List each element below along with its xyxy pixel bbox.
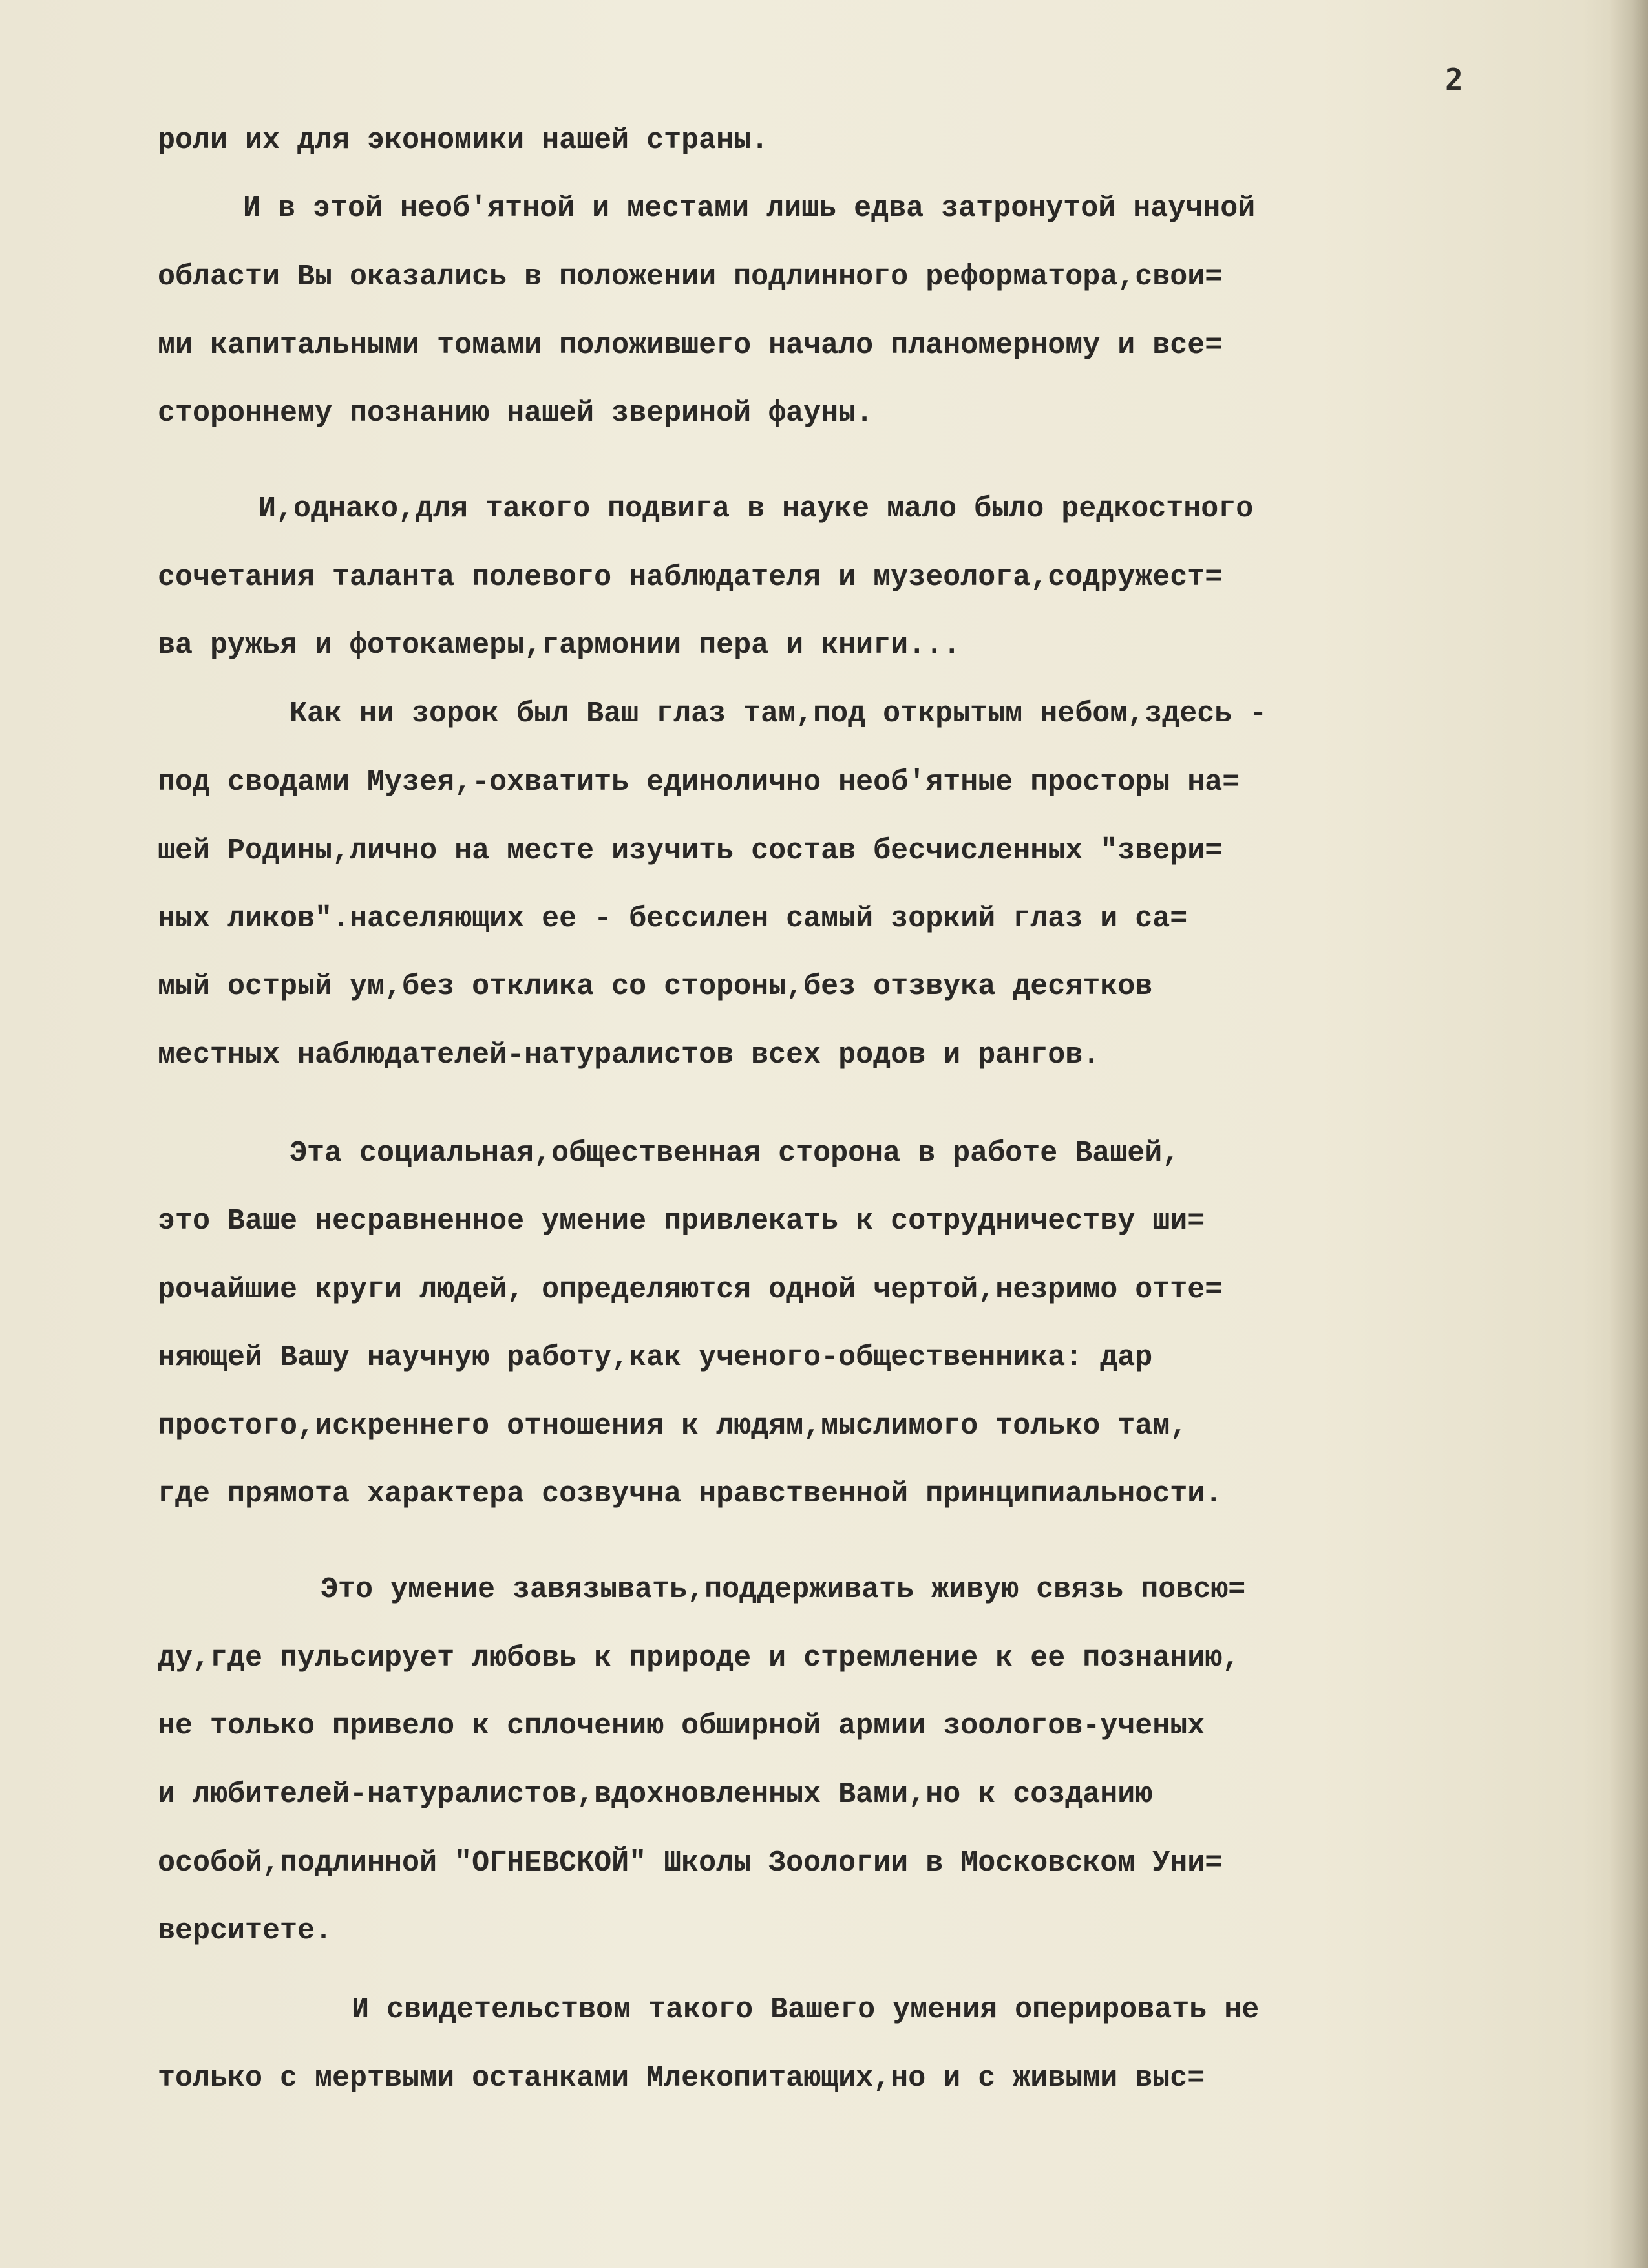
- text-line: сочетания таланта полевого наблюдателя и музеолога,содружест=: [158, 561, 1223, 594]
- text-line: ва ружья и фотокамеры,гармонии пера и книги...: [158, 629, 961, 662]
- text-line: ду,где пульсирует любовь к природе и стремление к ее познанию,: [158, 1642, 1240, 1675]
- text-line: области Вы оказались в положении подлинного реформатора,свои=: [158, 260, 1223, 293]
- text-line: ных ликов".населяющих ее - бессилен самый зоркий глаз и са=: [158, 902, 1188, 935]
- text-line: шей Родины,лично на месте изучить состав бесчисленных "звери=: [158, 834, 1223, 867]
- page-number: 2: [1445, 62, 1463, 97]
- text-line: местных наблюдателей-натуралистов всех родов и рангов.: [158, 1039, 1101, 1072]
- page-edge-shadow: [1609, 0, 1648, 2268]
- text-line: простого,искреннего отношения к людям,мыслимого только там,: [158, 1410, 1188, 1443]
- text-line: особой,подлинной "ОГНЕВСКОЙ" Школы Зоологии в Московском Уни=: [158, 1847, 1223, 1880]
- text-line: под сводами Музея,-охватить единолично необ'ятные просторы на=: [158, 766, 1240, 799]
- text-line: мый острый ум,без отклика со стороны,без отзвука десятков: [158, 970, 1153, 1003]
- text-line: И свидетельством такого Вашего умения оперировать не: [352, 1993, 1260, 2026]
- text-line: верситете.: [158, 1914, 333, 1947]
- text-line: Эта социальная,общественная сторона в работе Вашей,: [290, 1137, 1180, 1170]
- text-line: Как ни зорок был Ваш глаз там,под открытым небом,здесь -: [290, 697, 1267, 730]
- text-line: роли их для экономики нашей страны.: [158, 124, 769, 157]
- text-line: И,однако,для такого подвига в науке мало было редкостного: [259, 493, 1254, 525]
- text-line: И в этой необ'ятной и местами лишь едва затронутой научной: [243, 192, 1256, 225]
- text-line: где прямота характера созвучна нравственной принципиальности.: [158, 1478, 1223, 1510]
- text-line: няющей Вашу научную работу,как ученого-общественника: дар: [158, 1341, 1153, 1374]
- text-line: Это умение завязывать,поддерживать живую связь повсю=: [321, 1573, 1246, 1606]
- text-line: только с мертвыми останками Млекопитающих,но и с живыми выс=: [158, 2062, 1205, 2095]
- text-line: и любителей-натуралистов,вдохновленных Вами,но к созданию: [158, 1778, 1153, 1811]
- text-line: не только привело к сплочению обширной армии зоологов-ученых: [158, 1710, 1205, 1743]
- text-line: ми капитальными томами положившего начало планомерному и все=: [158, 329, 1223, 362]
- text-line: стороннему познанию нашей звериной фауны.: [158, 397, 874, 430]
- text-line: это Ваше несравненное умение привлекать к сотрудничеству ши=: [158, 1205, 1205, 1238]
- text-line: рочайшие круги людей, определяются одной чертой,незримо отте=: [158, 1273, 1223, 1306]
